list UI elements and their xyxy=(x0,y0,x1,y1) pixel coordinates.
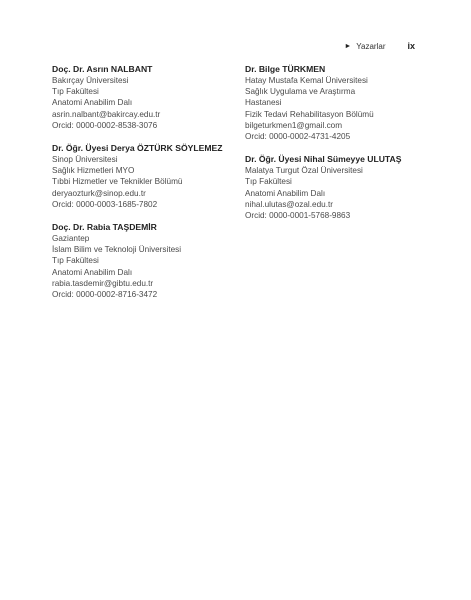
author-columns xyxy=(52,63,422,311)
author-affiliation: Bakırçay Üniversitesi xyxy=(52,76,129,85)
author-name: Doç. Dr. Asrın NALBANT xyxy=(52,64,153,74)
author-department: Fizik Tedavi Rehabilitasyon Bölümü xyxy=(245,109,374,119)
author-entry xyxy=(245,153,422,221)
author-email: asrin.nalbant@bakircay.edu.tr xyxy=(52,109,161,119)
author-name: Dr. Bilge TÜRKMEN xyxy=(245,64,326,74)
author-faculty: Tıp Fakültesi xyxy=(52,256,99,266)
author-email: nihal.ulutas@ozal.edu.tr xyxy=(245,199,333,209)
author-city: Gaziantep xyxy=(52,234,90,244)
author-name: Dr. Öğr. Üyesi Nihal Sümeyye ULUTAŞ xyxy=(245,154,402,165)
author-entry xyxy=(245,63,422,142)
author-email: bilgeturkmen1@gmail.com xyxy=(245,120,343,130)
author-column-right xyxy=(245,63,422,311)
author-school: Sağlık Hizmetleri MYO xyxy=(52,166,135,176)
author-department: Anatomi Anabilim Dalı xyxy=(245,188,326,198)
author-affiliation: Malatya Turgut Özal Üniversitesi xyxy=(245,166,363,176)
author-department: Anatomi Anabilim Dalı xyxy=(52,267,133,277)
author-entry xyxy=(52,221,229,300)
author-orcid: Orcid: 0000-0002-4731-4205 xyxy=(245,132,351,142)
author-entry xyxy=(52,63,229,131)
author-affiliation: Hatay Mustafa Kemal Üniversitesi xyxy=(245,76,368,85)
author-email: deryaozturk@sinop.edu.tr xyxy=(52,188,146,198)
author-orcid: Orcid: 0000-0002-8716-3472 xyxy=(52,290,158,300)
triangle-marker-icon: ► xyxy=(344,42,352,50)
author-faculty: Tıp Fakültesi xyxy=(52,87,99,97)
author-affiliation: İslam Bilim ve Teknoloji Üniversitesi xyxy=(52,245,182,255)
author-unit: Sağlık Uygulama ve Araştırma xyxy=(245,87,356,97)
author-column-left xyxy=(52,63,229,311)
author-faculty: Tıp Fakültesi xyxy=(245,177,292,187)
author-name: Doç. Dr. Rabia TAŞDEMİR xyxy=(52,222,157,233)
page-number: ix xyxy=(407,41,415,51)
author-department: Tıbbi Hizmetler ve Teknikler Bölümü xyxy=(52,177,183,187)
section-title: Yazarlar xyxy=(356,41,386,51)
author-entry xyxy=(52,142,229,210)
author-unit-cont: Hastanesi xyxy=(245,98,282,108)
author-name: Dr. Öğr. Üyesi Derya ÖZTÜRK SÖYLEMEZ xyxy=(52,143,223,154)
page-header xyxy=(344,41,415,51)
author-orcid: Orcid: 0000-0003-1685-7802 xyxy=(52,199,158,209)
author-email: rabia.tasdemir@gibtu.edu.tr xyxy=(52,278,154,288)
author-affiliation: Sinop Üniversitesi xyxy=(52,155,118,165)
author-orcid: Orcid: 0000-0001-5768-9863 xyxy=(245,211,351,221)
author-orcid: Orcid: 0000-0002-8538-3076 xyxy=(52,120,158,130)
author-department: Anatomi Anabilim Dalı xyxy=(52,98,133,108)
